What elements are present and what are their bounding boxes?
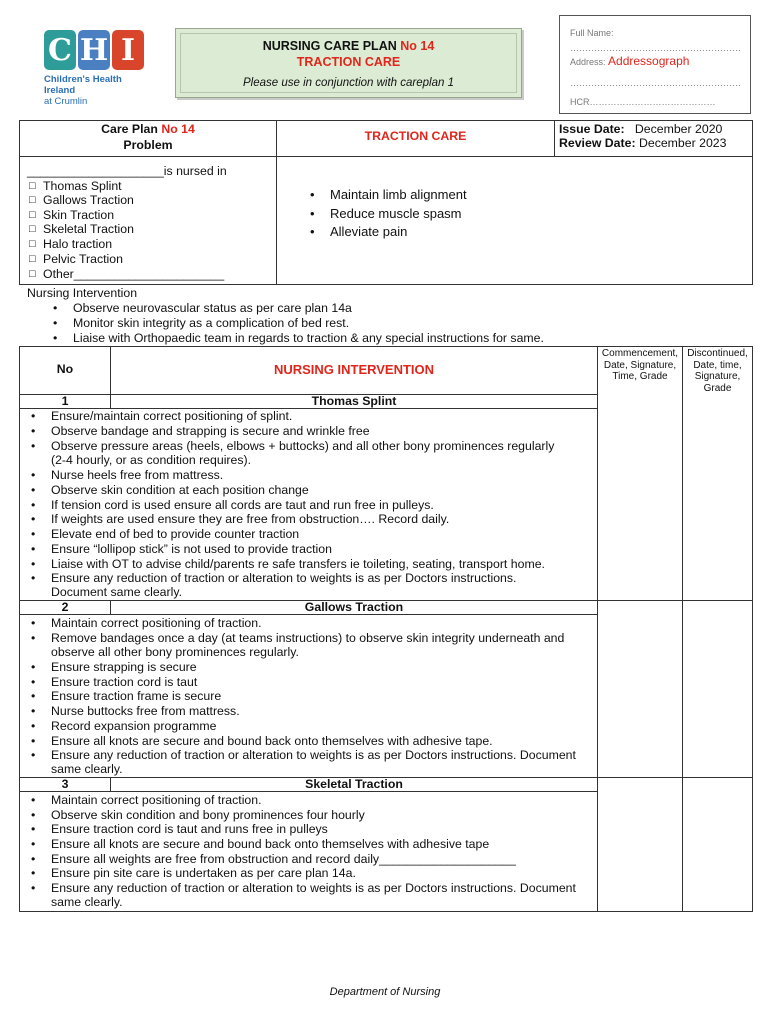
chi-logo [44,30,154,110]
title-line3: Please use in conjunction with careplan 1 [243,77,454,89]
addressograph-box[interactable] [559,15,751,114]
intro-item: • Observe neurovascular status as per care plan 14a [73,301,352,316]
section-2-item: • Ensure traction cord is taut [51,675,197,690]
logo-location: at Crumlin [44,96,88,107]
goal-item: • Maintain limb alignment [330,187,467,202]
option-skin-traction[interactable]: □ Skin Traction [43,208,114,223]
section-3-item: • Ensure all weights are free from obstruction and record daily____________________ [51,852,516,867]
section-1-item: • Liaise with OT to advise child/parents re safe transfers ie toileting, seating, transport home. [51,557,545,572]
section-3-number: 3 [61,777,69,791]
logo-org-name: Children's Health Ireland [44,74,122,96]
title-line1: NURSING CARE PLAN No 14 [262,39,435,53]
section-1-item: • Elevate end of bed to provide counter traction [51,527,299,542]
section-1-item: • Ensure any reduction of traction or alteration to weights is as per Doctors instructions. [51,571,516,586]
section-2-item: • Record expansion programme [51,719,216,734]
section-1-item: • Observe skin condition at each position change [51,483,309,498]
intro-item: • Monitor skin integrity as a complication of bed rest. [73,316,349,331]
section-2-item: • Ensure strapping is secure [51,660,197,675]
section-3-item: • Ensure any reduction of traction or alteration to weights is as per Doctors instructions. Document [51,881,576,896]
intro-item: • Liaise with Orthopaedic team in regards to traction & any special instructions for same. [73,331,544,346]
section-2-item-cont: observe all other bony prominences regularly. [51,645,299,659]
review-date: Review Date: December 2023 [559,136,727,150]
section-2-item: • Maintain correct positioning of traction. [51,616,262,631]
nursing-intervention-label: Nursing Intervention [27,286,138,300]
col-commencement-header: Commencement, Date, Signature, Time, Grade [601,348,679,382]
section-2-item-cont: same clearly. [51,762,123,776]
section-3-item: • Ensure all knots are secure and bound back onto themselves with adhesive tape [51,837,489,852]
section-3-item: • Maintain correct positioning of traction. [51,793,262,808]
section-1-item: • If tension cord is used ensure all cords are taut and run free in pulleys. [51,498,434,513]
title-line2: TRACTION CARE [296,55,401,69]
section-3-item: • Ensure pin site care is undertaken as per care plan 14a. [51,866,356,881]
option-pelvic-traction[interactable]: □ Pelvic Traction [43,252,123,267]
section-2-item: • Ensure all knots are secure and bound back onto themselves with adhesive tape. [51,734,493,749]
section-1-item-cont: (2-4 hourly, or as condition requires). [51,453,252,467]
section-2-item: • Ensure any reduction of traction or alteration to weights is as per Doctors instructions. Document [51,748,576,763]
address-dots: ………………………………………………… [570,78,741,88]
logo-letter-c: C [44,30,76,70]
address-field: Address: Addressograph [570,54,690,68]
section-3-item-cont: same clearly. [51,895,123,909]
col-no-header: No [56,362,74,376]
title-box [175,28,522,98]
goal-item: • Reduce muscle spasm [330,206,462,221]
section-1-item: • Ensure/maintain correct positioning of splint. [51,409,292,424]
section-1-number: 1 [61,394,69,408]
section-1-title: Thomas Splint [311,394,397,408]
full-name-dots: ………………………………………………… [570,43,741,53]
option-skeletal-traction[interactable]: □ Skeletal Traction [43,222,134,237]
section-1-item: • Observe pressure areas (heels, elbows + buttocks) and all other bony prominences regularly [51,439,554,454]
hcr-field: HCR…………………………………… [570,97,716,107]
option-other[interactable]: □ Other______________________ [43,267,224,282]
logo-letter-h: H [78,30,110,70]
section-2-item: • Remove bandages once a day (at teams instructions) to observe skin integrity underneath and [51,631,564,646]
section-2-title: Gallows Traction [304,600,404,614]
col-discontinued-header: Discontinued, Date, time, Signature, Grade [687,348,748,394]
section-1-item-cont: Document same clearly. [51,585,182,599]
full-name-label: Full Name: [570,28,614,38]
section-1-item: • Ensure “lollipop stick” is not used to provide traction [51,542,332,557]
section-3-title: Skeletal Traction [305,777,403,791]
problem-heading: Problem [123,138,173,152]
section-1-item: • If weights are used ensure they are free from obstruction…. Record daily. [51,512,449,527]
section-1-item: • Observe bandage and strapping is secure and wrinkle free [51,424,370,439]
nursed-in-line: ____________________is nursed in [27,164,227,178]
option-halo-traction[interactable]: □ Halo traction [43,237,112,252]
logo-letter-i: I [112,30,144,70]
issue-date: Issue Date: December 2020 [559,122,723,136]
goal-heading: TRACTION CARE [364,129,467,143]
option-gallows-traction[interactable]: □ Gallows Traction [43,193,134,208]
care-plan-label: Care Plan No 14 [101,122,195,136]
footer-department: Department of Nursing [329,986,441,998]
goal-item: • Alleviate pain [330,224,407,239]
section-2-item: • Nurse buttocks free from mattress. [51,704,240,719]
col-intervention-header: NURSING INTERVENTION [273,362,435,377]
section-3-item: • Ensure traction cord is taut and runs free in pulleys [51,822,328,837]
option-thomas-splint[interactable]: □ Thomas Splint [43,179,122,194]
section-2-number: 2 [61,600,69,614]
section-1-item: • Nurse heels free from mattress. [51,468,223,483]
section-2-item: • Ensure traction frame is secure [51,689,221,704]
logo-blocks [44,30,154,70]
section-3-item: • Observe skin condition and bony prominences four hourly [51,808,365,823]
